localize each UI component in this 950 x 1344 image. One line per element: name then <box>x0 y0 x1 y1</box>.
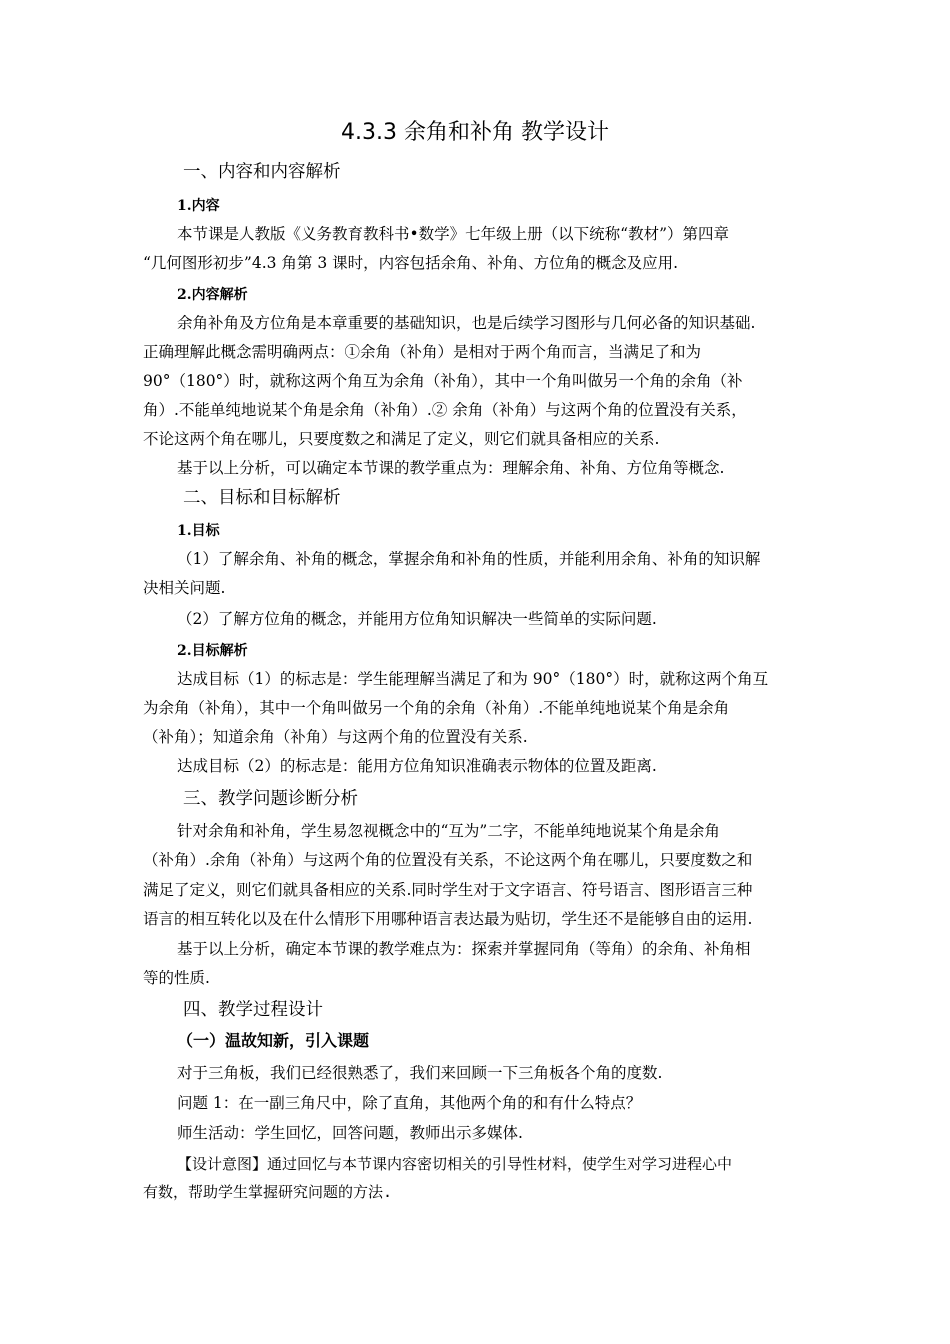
question-line: 问题 1：在一副三角尺中，除了直角，其他两个角的和有什么特点？ <box>177 1094 642 1112</box>
subheading-goals-analysis: 2.目标解析 <box>177 643 248 659</box>
document-title: 4.3.3 余角和补角 教学设计 <box>341 120 609 145</box>
paragraph-line: 语言的相互转化以及在什么情形下用哪种语言表达最为贴切，学生还不是能够自由的运用. <box>143 910 753 928</box>
paragraph-line: 本节课是人教版《义务教育教科书•数学》七年级上册（以下统称“教材”）第四章 <box>177 225 729 243</box>
paragraph-line: 基于以上分析，可以确定本节课的教学重点为：理解余角、补角、方位角等概念. <box>177 459 725 477</box>
section-heading-goals: 二、目标和目标解析 <box>183 488 341 508</box>
paragraph-line: 角）.不能单纯地说某个角是余角（补角）.② 余角（补角）与这两个角的位置没有关系， <box>143 401 747 419</box>
section-heading-diagnosis: 三、教学问题诊断分析 <box>183 789 358 809</box>
paragraph-line: 达成目标（1）的标志是：学生能理解当满足了和为 90°（180°）时，就称这两个角互 <box>177 670 769 688</box>
paragraph-line: 师生活动：学生回忆，回答问题，教师出示多媒体. <box>177 1124 523 1142</box>
paragraph-line: “几何图形初步”4.3 角第 3 课时，内容包括余角、补角、方位角的概念及应用. <box>143 254 679 272</box>
paragraph-line: 决相关问题. <box>143 579 226 597</box>
section-heading-content: 一、内容和内容解析 <box>183 162 341 182</box>
paragraph-line: 达成目标（2）的标志是：能用方位角知识准确表示物体的位置及距离. <box>177 757 657 775</box>
design-intent-line: 【设计意图】通过回忆与本节课内容密切相关的引导性材料，使学生对学习进程心中 <box>177 1155 733 1173</box>
subheading-review: （一）温故知新，引入课题 <box>177 1031 370 1050</box>
paragraph-line: （补角）；知道余角（补角）与这两个角的位置没有关系. <box>143 728 528 746</box>
paragraph-line: （补角）.余角（补角）与这两个角的位置没有关系，不论这两个角在哪儿，只要度数之和 <box>143 851 753 869</box>
design-intent-line: 有数，帮助学生掌握研究问题的方法. <box>143 1183 393 1201</box>
subheading-content-analysis: 2.内容解析 <box>177 287 248 303</box>
paragraph-line: （2）了解方位角的概念，并能用方位角知识解决一些简单的实际问题. <box>177 610 657 628</box>
subheading-content: 1.内容 <box>177 198 220 214</box>
paragraph-line: 满足了定义，则它们就具备相应的关系.同时学生对于文字语言、符号语言、图形语言三种 <box>143 881 753 899</box>
paragraph-line: 等的性质. <box>143 969 210 987</box>
section-heading-process: 四、教学过程设计 <box>183 1000 323 1020</box>
paragraph-line: 正确理解此概念需明确两点：①余角（补角）是相对于两个角而言，当满足了和为 <box>143 343 702 361</box>
paragraph-line: 余角补角及方位角是本章重要的基础知识，也是后续学习图形与几何必备的知识基础. <box>177 314 756 332</box>
paragraph-line: 基于以上分析，确定本节课的教学难点为：探索并掌握同角（等角）的余角、补角相 <box>177 940 751 958</box>
paragraph-line: 对于三角板，我们已经很熟悉了，我们来回顾一下三角板各个角的度数. <box>177 1064 663 1082</box>
paragraph-line: 90°（180°）时，就称这两个角互为余角（补角），其中一个角叫做另一个角的余角（补 <box>143 372 743 390</box>
paragraph-line: 不论这两个角在哪儿，只要度数之和满足了定义，则它们就具备相应的关系. <box>143 430 660 448</box>
paragraph-line: 为余角（补角），其中一个角叫做另一个角的余角（补角）.不能单纯地说某个角是余角 <box>143 699 730 717</box>
paragraph-line: 针对余角和补角，学生易忽视概念中的“互为”二字，不能单纯地说某个角是余角 <box>177 822 720 840</box>
paragraph-line: （1）了解余角、补角的概念，掌握余角和补角的性质，并能利用余角、补角的知识解 <box>177 550 761 568</box>
subheading-goals: 1.目标 <box>177 523 220 539</box>
